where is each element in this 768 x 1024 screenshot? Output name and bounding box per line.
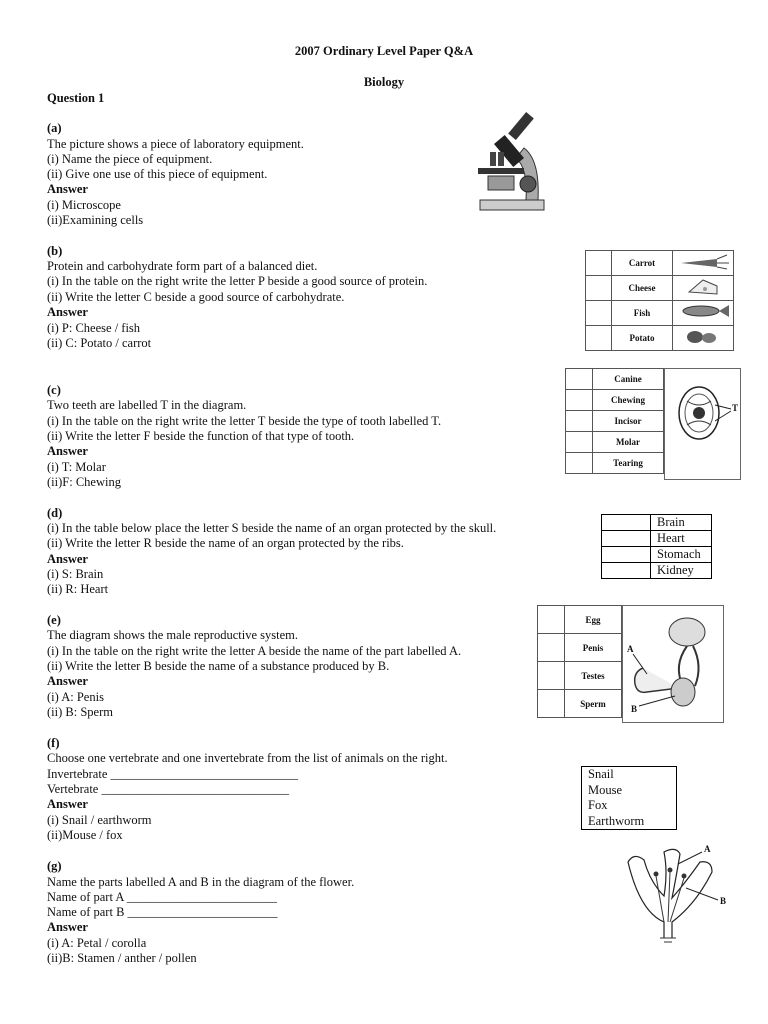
part-g-line: Name the parts labelled A and B in the diagram of the flower. bbox=[47, 875, 355, 889]
organ-label: Heart bbox=[651, 531, 712, 547]
animal-item: Fox bbox=[588, 798, 608, 812]
part-label: Penis bbox=[565, 634, 622, 662]
teeth-table bbox=[565, 368, 664, 474]
part-e-line: (ii) Write the letter B beside the name of a substance produced by B. bbox=[47, 659, 390, 673]
part-c-line: Two teeth are labelled T in the diagram. bbox=[47, 398, 247, 412]
tooth-label: Canine bbox=[593, 369, 664, 390]
part-f-answer: (i) Snail / earthworm bbox=[47, 813, 152, 827]
teeth-diagram bbox=[664, 368, 741, 480]
part-b-line: (ii) Write the letter C beside a good source of carbohydrate. bbox=[47, 290, 345, 304]
food-label: Carrot bbox=[612, 251, 673, 276]
reproductive-system-icon bbox=[623, 606, 723, 722]
part-a-answer: (ii)Examining cells bbox=[47, 213, 144, 227]
carrot-icon bbox=[673, 251, 733, 271]
part-d-line: (i) In the table below place the letter S beside the name of an organ protected by the skull. bbox=[47, 521, 497, 535]
diagram-label-a: A bbox=[627, 644, 634, 654]
part-d-answer: (ii) R: Heart bbox=[47, 582, 109, 596]
mouth-icon bbox=[665, 369, 740, 479]
page-title: 2007 Ordinary Level Paper Q&A bbox=[294, 44, 474, 58]
diagram-label-b: B bbox=[631, 704, 638, 714]
tooth-label: Molar bbox=[593, 432, 664, 453]
tooth-label: Chewing bbox=[593, 390, 664, 411]
cheese-icon bbox=[673, 276, 733, 296]
answer-heading: Answer bbox=[47, 674, 88, 688]
answer-heading: Answer bbox=[47, 797, 88, 811]
part-c-answer: (i) T: Molar bbox=[47, 460, 106, 474]
part-label: Egg bbox=[565, 606, 622, 634]
diagram-label-b: B bbox=[720, 896, 727, 906]
part-d-label: (d) bbox=[47, 506, 63, 520]
part-a-line: The picture shows a piece of laboratory equipment. bbox=[47, 137, 304, 151]
organ-table bbox=[601, 514, 712, 579]
food-label: Cheese bbox=[612, 276, 673, 301]
answer-heading: Answer bbox=[47, 920, 88, 934]
part-f-line: Choose one vertebrate and one invertebrate from the list of animals on the right. bbox=[47, 751, 448, 765]
tooth-label: Tearing bbox=[593, 453, 664, 474]
part-a-label: (a) bbox=[47, 121, 62, 135]
part-d-line: (ii) Write the letter R beside the name of an organ protected by the ribs. bbox=[47, 536, 404, 550]
part-f-line: Vertebrate ______________________________ bbox=[47, 782, 289, 796]
part-label: Testes bbox=[565, 662, 622, 690]
part-g-answer: (i) A: Petal / corolla bbox=[47, 936, 147, 950]
subject-heading: Biology bbox=[363, 75, 405, 89]
animal-list bbox=[581, 766, 677, 830]
part-e-line: The diagram shows the male reproductive system. bbox=[47, 628, 298, 642]
animal-item: Mouse bbox=[588, 782, 623, 797]
part-a-answer: (i) Microscope bbox=[47, 198, 121, 212]
answer-heading: Answer bbox=[47, 444, 88, 458]
part-g-answer: (ii)B: Stamen / anther / pollen bbox=[47, 951, 197, 965]
part-d-answer: (i) S: Brain bbox=[47, 567, 104, 581]
animal-item: Earthworm bbox=[588, 813, 645, 828]
tooth-label: Incisor bbox=[593, 411, 664, 432]
organ-label: Stomach bbox=[651, 547, 712, 563]
part-b-line: Protein and carbohydrate form part of a balanced diet. bbox=[47, 259, 318, 273]
part-c-answer: (ii)F: Chewing bbox=[47, 475, 121, 489]
part-g-label: (g) bbox=[47, 859, 62, 873]
organ-label: Brain bbox=[651, 515, 712, 531]
part-b-answer: (ii) C: Potato / carrot bbox=[47, 336, 152, 350]
reproductive-diagram bbox=[622, 605, 724, 723]
answer-heading: Answer bbox=[47, 552, 88, 566]
part-a-line: (i) Name the piece of equipment. bbox=[47, 152, 213, 166]
part-e-answer: (i) A: Penis bbox=[47, 690, 104, 704]
part-f-answer: (ii)Mouse / fox bbox=[47, 828, 123, 842]
organ-label: Kidney bbox=[651, 563, 712, 579]
food-table bbox=[585, 250, 734, 351]
microscope-image bbox=[474, 108, 554, 214]
question-heading: Question 1 bbox=[47, 91, 105, 105]
answer-heading: Answer bbox=[47, 182, 88, 196]
flower-diagram bbox=[620, 842, 740, 946]
part-g-line: Name of part B ________________________ bbox=[47, 905, 278, 919]
part-a-line: (ii) Give one use of this piece of equipment. bbox=[47, 167, 268, 181]
food-label: Fish bbox=[612, 301, 673, 326]
part-b-answer: (i) P: Cheese / fish bbox=[47, 321, 141, 335]
part-label: Sperm bbox=[565, 690, 622, 718]
part-f-line: Invertebrate ______________________________ bbox=[47, 767, 299, 781]
fish-icon bbox=[673, 301, 733, 321]
reproductive-table bbox=[537, 605, 622, 718]
part-e-answer: (ii) B: Sperm bbox=[47, 705, 113, 719]
part-f-label: (f) bbox=[47, 736, 60, 750]
potato-icon bbox=[673, 326, 733, 346]
flower-icon bbox=[620, 842, 740, 946]
diagram-label-a: A bbox=[704, 844, 711, 854]
part-c-line: (ii) Write the letter F beside the function of that type of tooth. bbox=[47, 429, 355, 443]
diagram-label-t: T bbox=[732, 403, 739, 413]
part-c-line: (i) In the table on the right write the letter T beside the type of tooth labelled T. bbox=[47, 414, 442, 428]
answer-heading: Answer bbox=[47, 305, 88, 319]
part-e-line: (i) In the table on the right write the letter A beside the name of the part labelled A. bbox=[47, 644, 462, 658]
part-c-label: (c) bbox=[47, 383, 61, 397]
part-b-label: (b) bbox=[47, 244, 63, 258]
part-g-line: Name of part A ________________________ bbox=[47, 890, 277, 904]
animal-item: Snail bbox=[588, 767, 614, 781]
part-b-line: (i) In the table on the right write the letter P beside a good source of protein. bbox=[47, 274, 428, 288]
food-label: Potato bbox=[612, 326, 673, 351]
part-e-label: (e) bbox=[47, 613, 61, 627]
